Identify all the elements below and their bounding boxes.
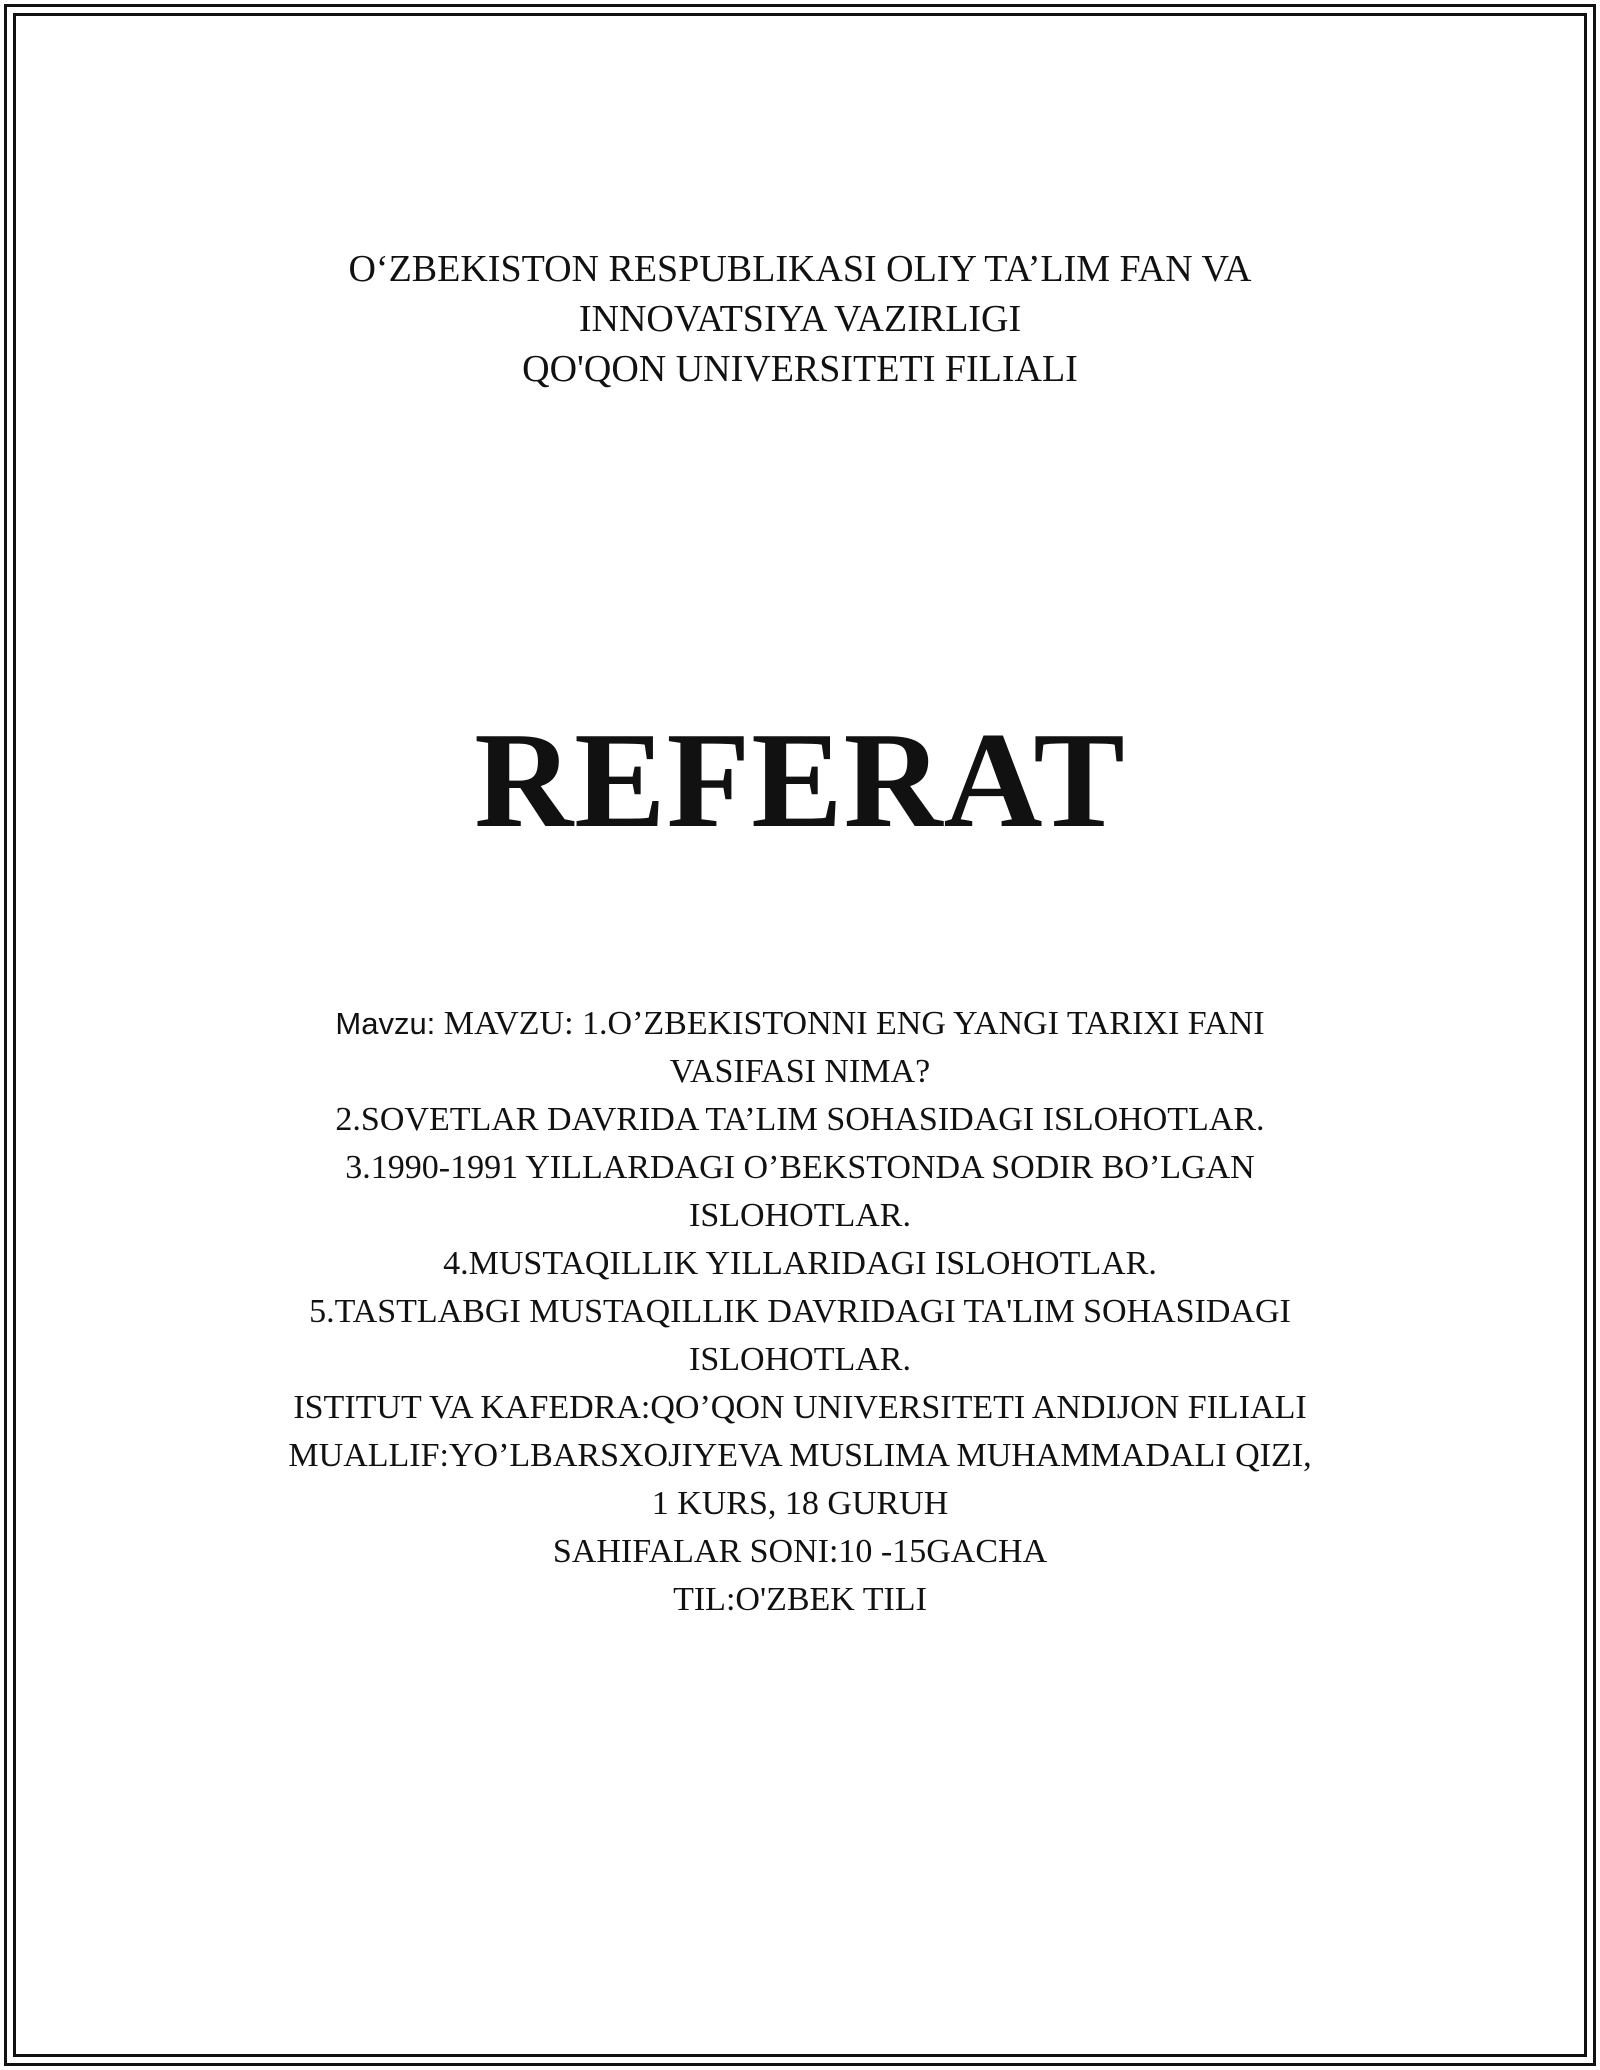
topic-3-line-2: ISLOHOTLAR.: [689, 1197, 911, 1234]
topic-5-line-2: ISLOHOTLAR.: [689, 1341, 911, 1378]
topic-3-line-1: 3.1990-1991 YILLARDAGI O’BEKSTONDA SODIR BO’LGAN: [345, 1149, 1255, 1186]
institute-department: ISTITUT VA KAFEDRA:QO’QON UNIVERSITETI ANDIJON FILIALI: [293, 1389, 1307, 1426]
topic-1-part-a: MAVZU: 1.O’ZBEKISTONNI ENG YANGI: [443, 1005, 1059, 1042]
topic-1-part-b: TARIXI FANI: [1066, 1005, 1265, 1042]
document-details: [240, 1000, 1360, 1624]
language: TIL:O'ZBEK TILI: [673, 1581, 927, 1618]
topic-5-line-1: 5.TASTLABGI MUSTAQILLIK DAVRIDAGI TA'LIM SOHASIDAGI: [309, 1293, 1291, 1330]
topic-line-1: [246, 1000, 1354, 1048]
ministry-header: [0, 244, 1600, 394]
topic-1-line-2: VASIFASI NIMA?: [669, 1053, 931, 1090]
topic-2: 2.SOVETLAR DAVRIDA TA’LIM SOHASIDAGI ISLOHOTLAR.: [335, 1101, 1265, 1138]
page-count: SAHIFALAR SONI:10 -15GACHA: [552, 1533, 1048, 1570]
ministry-line-2: INNOVATSIYA VAZIRLIGI: [578, 298, 1022, 340]
document-title: REFERAT: [474, 704, 1126, 856]
topic-4: 4.MUSTAQILLIK YILLARIDAGI ISLOHOTLAR.: [443, 1245, 1157, 1282]
author: MUALLIF:YO’LBARSXOJIYEVA MUSLIMA MUHAMMADALI QIZI,: [288, 1437, 1312, 1474]
university-name: QO'QON UNIVERSITETI FILIALI: [522, 348, 1078, 390]
mavzu-label: Mavzu:: [335, 1006, 436, 1041]
ministry-line-1: O‘ZBEKISTON RESPUBLIKASI OLIY TA’LIM FAN VA: [348, 248, 1252, 290]
course-group: 1 KURS, 18 GURUH: [651, 1485, 949, 1522]
